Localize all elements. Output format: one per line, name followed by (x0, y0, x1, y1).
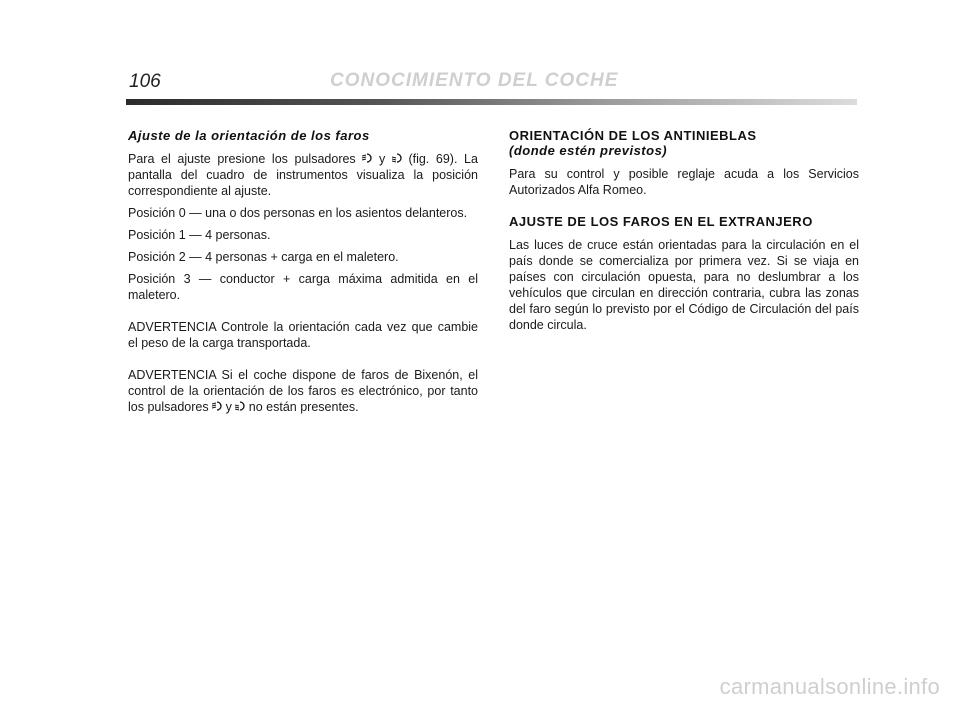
headlight-up-icon (362, 153, 372, 164)
section-heading-abroad: AJUSTE DE LOS FAROS EN EL EXTRANJERO (509, 214, 813, 229)
position-3: Posición 3 — conductor + carga máxima admitida en el maletero. (128, 272, 478, 302)
headlight-down-icon (235, 401, 245, 412)
intro-text-b: (fig. 69). La pantalla del cuadro de instrumentos visualiza la posición correspondiente al ajuste. (128, 152, 478, 198)
position-1: Posición 1 — 4 personas. (128, 228, 271, 242)
page-header-title: CONOCIMIENTO DEL COCHE (330, 70, 619, 91)
position-0: Posición 0 — una o dos personas en los asientos delanteros. (128, 206, 468, 220)
page-number: 106 (129, 71, 161, 92)
headlight-up-icon (212, 401, 222, 412)
fog-paragraph: Para su control y posible reglaje acuda a los Servicios Autorizados Alfa Romeo. (509, 167, 859, 197)
right-column (509, 128, 859, 339)
fog-heading-line1: ORIENTACIÓN DE LOS ANTINIEBLAS (509, 128, 757, 143)
warning-load: ADVERTENCIA Controle la orientación cada vez que cambie el peso de la carga transportada. (128, 320, 478, 350)
fog-heading-line2: (donde estén previstos) (509, 143, 668, 158)
abroad-paragraph: Las luces de cruce están orientadas para la circulación en el país donde se comercializa por primera vez. Si se viaja en países con circulación opuesta, para no deslumbrar a los vehículos que circulan en dirección contraria, cubra las zonas del faro según lo previsto por el Código de Circulación del país donde circula. (509, 238, 859, 332)
left-column (128, 128, 478, 421)
intro-paragraph (128, 151, 478, 199)
warning-bixenon-text-b: no están presentes. (248, 400, 359, 414)
warning-bixenon (128, 367, 478, 415)
intro-text-y: y (378, 152, 386, 166)
headlight-down-icon (392, 153, 402, 164)
intro-text-a: Para el ajuste presione los pulsadores (128, 152, 356, 166)
position-2: Posición 2 — 4 personas + carga en el maletero. (128, 250, 399, 264)
warning-bixenon-text-a: ADVERTENCIA Si el coche dispone de faros de Bixenón, el control de la orientación de los faros es electrónico, por tanto los pulsadores (128, 368, 478, 414)
section-heading-fog-lights (509, 128, 859, 158)
section-heading-orientation: Ajuste de la orientación de los faros (128, 128, 370, 143)
header-rule (126, 99, 857, 105)
warning-bixenon-text-y: y (225, 400, 232, 414)
watermark: carmanualsonline.info (719, 674, 940, 699)
